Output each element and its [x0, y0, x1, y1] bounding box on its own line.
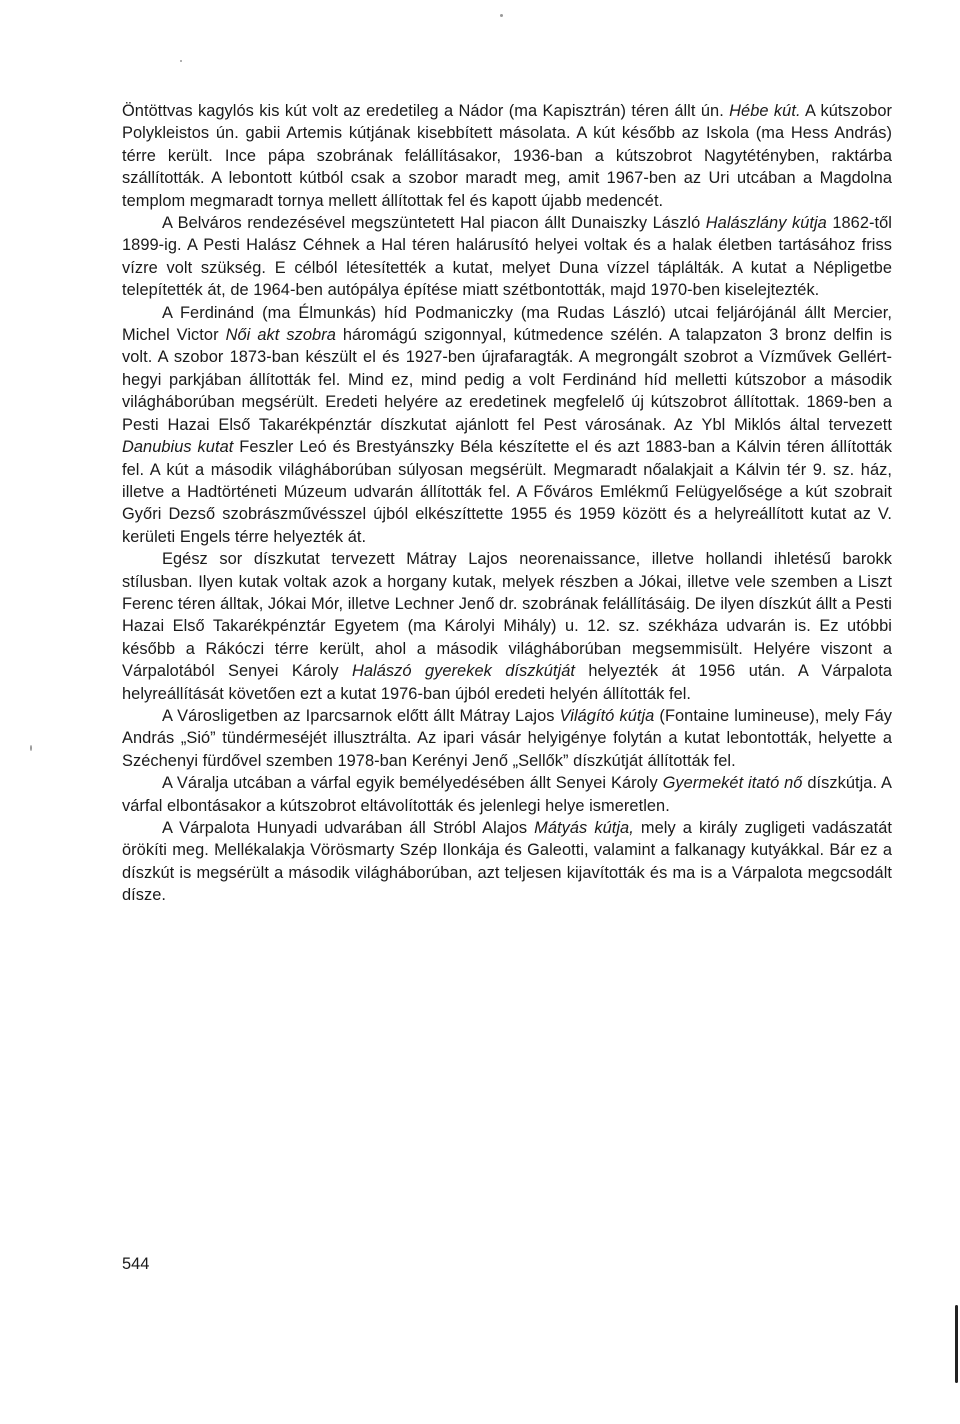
paragraph	[122, 772, 892, 817]
text-run: A Ferdinánd (ma Élmunkás) híd Podmaniczky (ma Rudas László) utcai feljárójánál állt Mercier, Michel Victor	[122, 303, 892, 345]
italic-title: Női akt szobra	[225, 326, 336, 345]
italic-title: Danubius kutat	[122, 438, 234, 457]
text-run: helyezték át 1956 után. A Várpalota helyreállítását követően ezt a kutat 1976-ban újból eredeti helyén állították fel.	[122, 662, 892, 703]
text-run: Feszler Leó és Brestyánszky Béla készítette el és azt 1883-ban a Kálvin téren állították fel. A kút a második világháborúban súlyosan megsérült. Megmaradt nőalakjait a Kálvin tér 9. sz. ház, illetve a Hadtörténeti Múzeum udvarán állították fel. A Főváros Emlékmű Felügyelősége a kút szobrait Győri Dezső szobrászművésszel újból elkészíttette 1955 és 1959 között és a helyreállított kutat az V. kerületi Engels térre helyezték át.	[122, 438, 893, 546]
scan-edge-mark	[955, 1305, 958, 1383]
text-run: 1862-től 1899-ig. A Pesti Halász Céhnek a Hal téren halárusító helyei voltak és a halak életben tartásához friss vízre volt szükség. E célból létesítették a kutat, melyet Duna vízzel táplálták. A kutat a Népligetbe telepítették át, de 1964-ben autópálya építése miatt szétbontották, majd 1970-ben kiselejtezték.	[122, 214, 892, 300]
italic-title: Halászlány kútja	[705, 214, 827, 233]
paragraph	[122, 212, 892, 302]
text-run: mely a király zugligeti vadászatát örökíti meg. Mellékalakja Vörösmarty Szép Ilonkája és Galeotti, valamint a falkanagy kutyákkal. Bár ez a díszkút is megsérült a második világháborúban, azt teljesen kijavították és ma is a Várpalota megcsodált dísze.	[122, 819, 892, 905]
page-number: 544	[122, 1255, 150, 1273]
italic-title: Mátyás kútja,	[534, 819, 634, 837]
text-run: A Belváros rendezésével megszüntetett Hal piacon állt Dunaiszky László	[162, 214, 706, 233]
paragraph	[122, 100, 892, 212]
body-text	[122, 100, 892, 907]
paragraph	[122, 302, 892, 548]
scan-speck	[30, 745, 32, 751]
text-run: A Városligetben az Iparcsarnok előtt állt Mátray Lajos	[162, 706, 560, 725]
text-run: A Váralja utcában a várfal egyik bemélyedésében állt Senyei Károly	[162, 774, 663, 793]
paragraph	[122, 817, 892, 907]
italic-title: Halászó gyerekek díszkútját	[352, 662, 575, 681]
text-run: Egész sor díszkutat tervezett Mátray Lajos neorenaissance, illetve hollandi ihletésű barokk stílusban. Ilyen kutak voltak azok a horgany kutak, melyek részben a Jókai, illetve vele szemben a Liszt Ferenc téren álltak, Jókai Mór, illetve Lechner Jenő dr. szobrának felállításáig. De ilyen díszkút állt a Pesti Hazai Első Takarékpénztár Egyetem (ma Károlyi Mihály) u. 12. sz. székháza udvarán is. Ez utóbbi később a Rákóczi térre került, ahol a második világháborúban megsemmisült. Helyére viszont a Várpalotából Senyei Károly	[122, 550, 892, 681]
text-run: A Várpalota Hunyadi udvarában áll Stróbl Alajos	[162, 819, 535, 837]
text-run: Öntöttvas kagylós kis kút volt az eredetileg a Nádor (ma Kapisztrán) téren állt ún.	[122, 102, 730, 120]
scan-speck	[500, 14, 503, 17]
text-run: (Fontaine lumineuse), mely Fáy András „Sió” tündérmeséjét illusztrálta. Az ipari vásár helyigénye folytán a kutat lebontották, helyette a Széchenyi fürdővel szemben 1978-ban Kerényi Jenő „Sellők” díszkútját állították fel.	[122, 706, 892, 770]
text-run: díszkútja. A várfal elbontásakor a kútszobrot eltávolították és jelenlegi helye ismeretlen.	[122, 774, 892, 815]
paragraph	[122, 705, 892, 772]
scan-speck	[180, 60, 182, 62]
italic-title: Hébe kút.	[729, 102, 801, 120]
paragraph	[122, 548, 892, 705]
italic-title: Gyermekét itató nő	[662, 774, 803, 793]
text-run: háromágú szigonnyal, kútmedence szélén. A talapzaton 3 bronz delfin is volt. A szobor 1873-ban készült el és 1927-ben újrafaragták. A megrongált szobrot a Vízművek Gellért-hegyi parkjában állították fel. Mind ez, mind pedig a volt Ferdinánd híd melletti kútszobor a második világháborúban megsérült. Eredeti helyére az eredetinek megfelelő új kútszobrot állítottak. 1869-ben a Pesti Hazai Első Takarékpénztár díszkutat ajánlott fel Pest városának. Az Ybl Miklós által tervezett	[122, 326, 892, 434]
text-run: A kútszobor Polykleistos ún. gabii Artemis kútjának kisebbített másolata. A kút később az Iskola (ma Hess András) térre került. Ince pápa szobrának felállításakor, 1936-ban a kútszobrot Nagytétényben, raktárba szállították. A lebontott kútból csak a szobor maradt meg, amit 1967-ben az Uri utcában a Magdolna templom megmaradt tornya mellett állítottak fel és kapott újabb medencét.	[122, 102, 892, 210]
italic-title: Világító kútja	[559, 706, 655, 725]
